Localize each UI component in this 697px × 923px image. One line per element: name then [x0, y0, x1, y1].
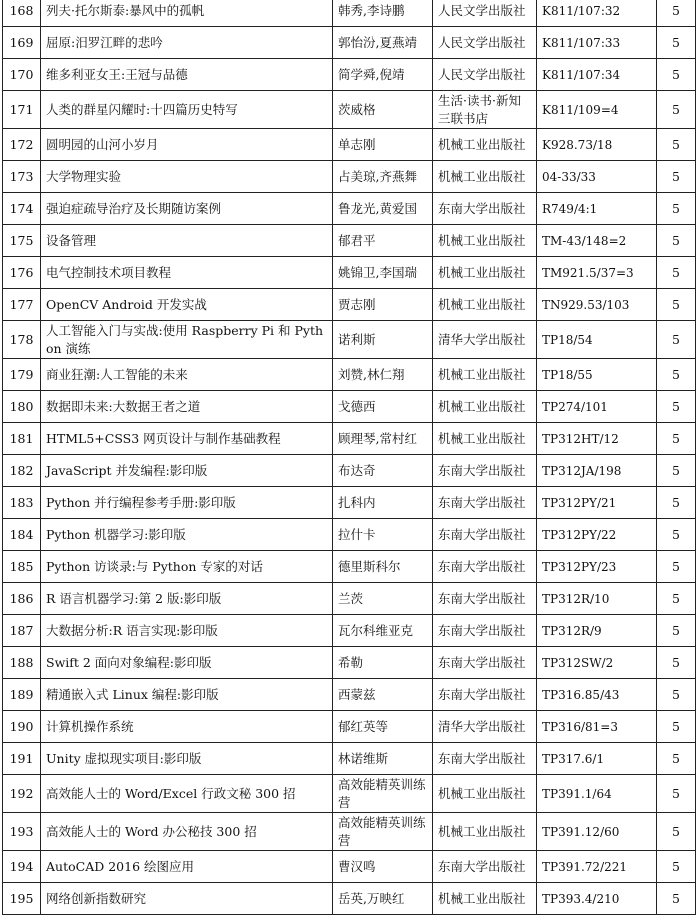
author-cell: 顾理琴,常村红: [333, 423, 433, 455]
table-row: [3, 711, 696, 743]
author-cell: 岳英,万映红: [333, 883, 433, 915]
publisher-cell: 东南大学出版社: [433, 455, 537, 487]
quantity-cell: 5: [657, 711, 696, 743]
call-number-cell: TP18/55: [537, 359, 657, 391]
author-cell: 扎科内: [333, 487, 433, 519]
publisher-cell: 东南大学出版社: [433, 583, 537, 615]
publisher-cell: 东南大学出版社: [433, 551, 537, 583]
quantity-cell: 5: [657, 455, 696, 487]
table-row: [3, 883, 696, 915]
row-number-cell: 185: [3, 551, 41, 583]
quantity-cell: 5: [657, 615, 696, 647]
row-number-cell: 172: [3, 129, 41, 161]
author-cell: 曹汉鸣: [333, 851, 433, 883]
quantity-cell: 5: [657, 423, 696, 455]
table-row: [3, 59, 696, 91]
title-cell: 圆明园的山河小岁月: [41, 129, 333, 161]
row-number-cell: 189: [3, 679, 41, 711]
table-row: [3, 647, 696, 679]
author-cell: 郁红英等: [333, 711, 433, 743]
call-number-cell: TP391.1/64: [537, 775, 657, 813]
author-cell: 诺利斯: [333, 321, 433, 359]
quantity-cell: 5: [657, 391, 696, 423]
publisher-cell: 机械工业出版社: [433, 423, 537, 455]
row-number-cell: 187: [3, 615, 41, 647]
row-number-cell: 179: [3, 359, 41, 391]
table-row: [3, 391, 696, 423]
quantity-cell: 5: [657, 487, 696, 519]
table-row: [3, 813, 696, 851]
publisher-cell: 机械工业出版社: [433, 775, 537, 813]
title-cell: 计算机操作系统: [41, 711, 333, 743]
table-row: [3, 225, 696, 257]
row-number-cell: 169: [3, 27, 41, 59]
author-cell: 占美琼,齐燕舞: [333, 161, 433, 193]
title-cell: 列夫·托尔斯泰:暴风中的孤帆: [41, 0, 333, 27]
row-number-cell: 170: [3, 59, 41, 91]
table-row: [3, 359, 696, 391]
row-number-cell: 184: [3, 519, 41, 551]
title-cell: JavaScript 并发编程:影印版: [41, 455, 333, 487]
call-number-cell: TP391.72/221: [537, 851, 657, 883]
author-cell: 布达奇: [333, 455, 433, 487]
title-cell: R 语言机器学习:第 2 版:影印版: [41, 583, 333, 615]
publisher-cell: 人民文学出版社: [433, 59, 537, 91]
row-number-cell: 191: [3, 743, 41, 775]
publisher-cell: 人民文学出版社: [433, 27, 537, 59]
publisher-cell: 东南大学出版社: [433, 679, 537, 711]
title-cell: 电气控制技术项目教程: [41, 257, 333, 289]
row-number-cell: 194: [3, 851, 41, 883]
publisher-cell: 东南大学出版社: [433, 851, 537, 883]
author-cell: 郭怡汾,夏燕靖: [333, 27, 433, 59]
call-number-cell: TP312PY/21: [537, 487, 657, 519]
table-row: [3, 679, 696, 711]
table-row: [3, 91, 696, 129]
author-cell: 茨威格: [333, 91, 433, 129]
title-cell: 网络创新指数研究: [41, 883, 333, 915]
publisher-cell: 东南大学出版社: [433, 193, 537, 225]
author-cell: 德里斯科尔: [333, 551, 433, 583]
publisher-cell: 清华大学出版社: [433, 321, 537, 359]
row-number-cell: 188: [3, 647, 41, 679]
row-number-cell: 190: [3, 711, 41, 743]
author-cell: 兰茨: [333, 583, 433, 615]
table-row: [3, 743, 696, 775]
row-number-cell: 193: [3, 813, 41, 851]
quantity-cell: 5: [657, 883, 696, 915]
title-cell: Swift 2 面向对象编程:影印版: [41, 647, 333, 679]
book-table: [2, 0, 696, 915]
publisher-cell: 机械工业出版社: [433, 359, 537, 391]
publisher-cell: 机械工业出版社: [433, 257, 537, 289]
author-cell: 高效能精英训练营: [333, 813, 433, 851]
table-row: [3, 129, 696, 161]
publisher-cell: 生活·读书·新知三联书店: [433, 91, 537, 129]
quantity-cell: 5: [657, 0, 696, 27]
author-cell: 姚锦卫,李国瑞: [333, 257, 433, 289]
call-number-cell: TP316/81=3: [537, 711, 657, 743]
publisher-cell: 东南大学出版社: [433, 615, 537, 647]
title-cell: 大学物理实验: [41, 161, 333, 193]
title-cell: HTML5+CSS3 网页设计与制作基础教程: [41, 423, 333, 455]
call-number-cell: TP391.12/60: [537, 813, 657, 851]
title-cell: 精通嵌入式 Linux 编程:影印版: [41, 679, 333, 711]
call-number-cell: TP312HT/12: [537, 423, 657, 455]
call-number-cell: 04-33/33: [537, 161, 657, 193]
call-number-cell: TN929.53/103: [537, 289, 657, 321]
row-number-cell: 181: [3, 423, 41, 455]
title-cell: 商业狂潮:人工智能的未来: [41, 359, 333, 391]
call-number-cell: TP317.6/1: [537, 743, 657, 775]
title-cell: 人类的群星闪耀时:十四篇历史特写: [41, 91, 333, 129]
call-number-cell: TP274/101: [537, 391, 657, 423]
table-row: [3, 551, 696, 583]
row-number-cell: 195: [3, 883, 41, 915]
quantity-cell: 5: [657, 27, 696, 59]
publisher-cell: 东南大学出版社: [433, 519, 537, 551]
call-number-cell: TP312PY/23: [537, 551, 657, 583]
book-table-body: [3, 0, 696, 915]
title-cell: 数据即未来:大数据王者之道: [41, 391, 333, 423]
table-row: [3, 455, 696, 487]
call-number-cell: TM921.5/37=3: [537, 257, 657, 289]
row-number-cell: 171: [3, 91, 41, 129]
row-number-cell: 180: [3, 391, 41, 423]
quantity-cell: 5: [657, 359, 696, 391]
title-cell: 屈原:汨罗江畔的悲吟: [41, 27, 333, 59]
table-row: [3, 423, 696, 455]
quantity-cell: 5: [657, 321, 696, 359]
quantity-cell: 5: [657, 193, 696, 225]
table-row: [3, 519, 696, 551]
quantity-cell: 5: [657, 775, 696, 813]
table-row: [3, 193, 696, 225]
publisher-cell: 机械工业出版社: [433, 129, 537, 161]
author-cell: 戈德西: [333, 391, 433, 423]
publisher-cell: 东南大学出版社: [433, 487, 537, 519]
author-cell: 希勒: [333, 647, 433, 679]
row-number-cell: 192: [3, 775, 41, 813]
quantity-cell: 5: [657, 59, 696, 91]
row-number-cell: 174: [3, 193, 41, 225]
title-cell: 设备管理: [41, 225, 333, 257]
publisher-cell: 清华大学出版社: [433, 711, 537, 743]
call-number-cell: TM-43/148=2: [537, 225, 657, 257]
title-cell: 高效能人士的 Word/Excel 行政文秘 300 招: [41, 775, 333, 813]
call-number-cell: TP312SW/2: [537, 647, 657, 679]
quantity-cell: 5: [657, 813, 696, 851]
publisher-cell: 东南大学出版社: [433, 743, 537, 775]
author-cell: 贾志刚: [333, 289, 433, 321]
title-cell: 维多利亚女王:王冠与品德: [41, 59, 333, 91]
row-number-cell: 168: [3, 0, 41, 27]
quantity-cell: 5: [657, 851, 696, 883]
quantity-cell: 5: [657, 257, 696, 289]
publisher-cell: 机械工业出版社: [433, 883, 537, 915]
quantity-cell: 5: [657, 551, 696, 583]
author-cell: 西蒙兹: [333, 679, 433, 711]
call-number-cell: TP393.4/210: [537, 883, 657, 915]
table-row: [3, 487, 696, 519]
author-cell: 郁君平: [333, 225, 433, 257]
publisher-cell: 机械工业出版社: [433, 289, 537, 321]
quantity-cell: 5: [657, 743, 696, 775]
call-number-cell: TP312PY/22: [537, 519, 657, 551]
author-cell: 刘赞,林仁翔: [333, 359, 433, 391]
table-row: [3, 321, 696, 359]
author-cell: 简学舜,倪靖: [333, 59, 433, 91]
call-number-cell: R749/4:1: [537, 193, 657, 225]
title-cell: Python 并行编程参考手册:影印版: [41, 487, 333, 519]
author-cell: 拉什卡: [333, 519, 433, 551]
call-number-cell: TP316.85/43: [537, 679, 657, 711]
quantity-cell: 5: [657, 225, 696, 257]
author-cell: 瓦尔科维亚克: [333, 615, 433, 647]
publisher-cell: 人民文学出版社: [433, 0, 537, 27]
title-cell: 大数据分析:R 语言实现:影印版: [41, 615, 333, 647]
call-number-cell: K811/109=4: [537, 91, 657, 129]
quantity-cell: 5: [657, 647, 696, 679]
table-row: [3, 775, 696, 813]
call-number-cell: TP312R/9: [537, 615, 657, 647]
row-number-cell: 182: [3, 455, 41, 487]
table-row: [3, 583, 696, 615]
publisher-cell: 机械工业出版社: [433, 225, 537, 257]
title-cell: 强迫症疏导治疗及长期随访案例: [41, 193, 333, 225]
call-number-cell: TP312JA/198: [537, 455, 657, 487]
table-row: [3, 27, 696, 59]
quantity-cell: 5: [657, 129, 696, 161]
row-number-cell: 186: [3, 583, 41, 615]
title-cell: AutoCAD 2016 绘图应用: [41, 851, 333, 883]
quantity-cell: 5: [657, 91, 696, 129]
title-cell: Python 机器学习:影印版: [41, 519, 333, 551]
author-cell: 林诺维斯: [333, 743, 433, 775]
publisher-cell: 机械工业出版社: [433, 813, 537, 851]
row-number-cell: 183: [3, 487, 41, 519]
table-row: [3, 851, 696, 883]
row-number-cell: 175: [3, 225, 41, 257]
quantity-cell: 5: [657, 679, 696, 711]
table-row: [3, 289, 696, 321]
call-number-cell: K811/107:33: [537, 27, 657, 59]
title-cell: Python 访谈录:与 Python 专家的对话: [41, 551, 333, 583]
title-cell: OpenCV Android 开发实战: [41, 289, 333, 321]
call-number-cell: K928.73/18: [537, 129, 657, 161]
row-number-cell: 173: [3, 161, 41, 193]
title-cell: 高效能人士的 Word 办公秘技 300 招: [41, 813, 333, 851]
quantity-cell: 5: [657, 161, 696, 193]
quantity-cell: 5: [657, 583, 696, 615]
table-row: [3, 161, 696, 193]
title-cell: 人工智能入门与实战:使用 Raspberry Pi 和 Python 演练: [41, 321, 333, 359]
row-number-cell: 177: [3, 289, 41, 321]
call-number-cell: TP312R/10: [537, 583, 657, 615]
row-number-cell: 176: [3, 257, 41, 289]
call-number-cell: K811/107:32: [537, 0, 657, 27]
row-number-cell: 178: [3, 321, 41, 359]
table-row: [3, 615, 696, 647]
title-cell: Unity 虚拟现实项目:影印版: [41, 743, 333, 775]
call-number-cell: TP18/54: [537, 321, 657, 359]
table-row: [3, 0, 696, 27]
quantity-cell: 5: [657, 519, 696, 551]
author-cell: 高效能精英训练营: [333, 775, 433, 813]
author-cell: 单志刚: [333, 129, 433, 161]
publisher-cell: 东南大学出版社: [433, 647, 537, 679]
author-cell: 鲁龙光,黄爱国: [333, 193, 433, 225]
call-number-cell: K811/107:34: [537, 59, 657, 91]
table-row: [3, 257, 696, 289]
publisher-cell: 机械工业出版社: [433, 391, 537, 423]
quantity-cell: 5: [657, 289, 696, 321]
author-cell: 韩秀,李诗鹏: [333, 0, 433, 27]
publisher-cell: 机械工业出版社: [433, 161, 537, 193]
